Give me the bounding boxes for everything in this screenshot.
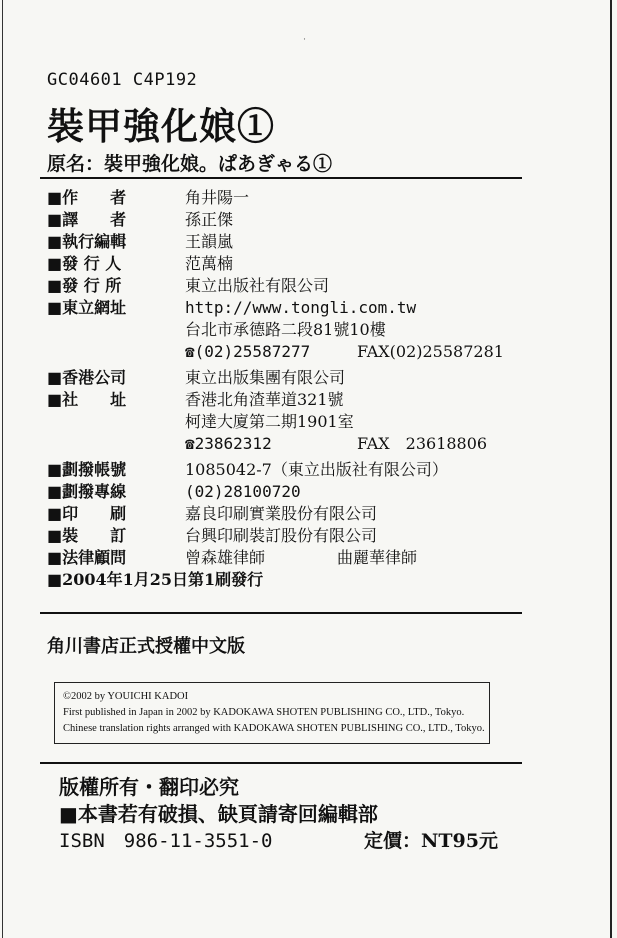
copyright-box [54,682,490,744]
rights-reserved: 版權所有・翻印必究 [59,775,239,799]
credit-label: ■作 者 [47,188,127,207]
credit-row-binding [47,525,517,547]
original-title: 原名：裝甲強化娘。ぱあぎゃる① [47,153,333,175]
credit-row-publisher [47,253,517,275]
credit-row-postal-line [47,481,517,503]
credit-row-translator [47,209,517,231]
credits-list [47,187,517,591]
paper-speck: ˙ [302,38,307,49]
product-code: GC04601 C4P192 [47,70,198,90]
address-text: 柯達大廈第二期1901室 [185,412,354,431]
price: 定價：NT95元 [364,830,498,852]
bottom-divider [40,762,522,764]
credit-row-hk-phone [47,433,517,455]
credit-label: ■東立網址 [47,298,127,317]
credit-value: 王韻嵐 [185,232,234,251]
publication-date: ■2004年1月25日第1刷發行 [47,570,264,589]
credit-value-2: 曲麗華律師 [337,548,418,567]
credit-label: ■劃撥帳號 [47,460,127,479]
credit-label: ■裝 訂 [47,526,127,545]
credit-row-website [47,297,517,319]
credit-label: ■執行編輯 [47,232,127,251]
book-title: 裝甲強化娘① [47,104,275,148]
credit-row-phone [47,341,517,363]
credit-label: ■發 行 所 [47,276,122,295]
credit-label: ■發 行 人 [47,254,122,273]
fax-number: FAX 23618806 [357,434,488,453]
credit-value: 范萬楠 [185,254,234,273]
credit-value: 1085042-7（東立出版社有限公司） [185,460,448,479]
phone-number: ☎(02)25587277 [185,342,311,361]
top-divider [40,177,522,179]
credit-row-hk-address [47,389,517,411]
credit-label: ■印 刷 [47,504,127,523]
middle-divider [40,612,522,614]
credit-label: ■法律顧問 [47,548,127,567]
credit-value: (02)28100720 [185,482,301,501]
page-right-edge [610,0,612,938]
copyright-line: ©2002 by YOUICHI KADOI [63,691,189,702]
isbn: ISBN 986-11-3551-0 [59,830,273,852]
credit-value: 東立出版社有限公司 [185,276,330,295]
fax-number: FAX(02)25587281 [357,342,504,361]
credit-value: 東立出版集團有限公司 [185,368,346,387]
copyright-line: Chinese translation rights arranged with KADOKAWA SHOTEN PUBLISHING CO., LTD., Tokyo. [63,723,485,734]
credit-row-legal [47,547,517,569]
website-url: http://www.tongli.com.tw [185,298,417,317]
copyright-line: First published in Japan in 2002 by KADOKAWA SHOTEN PUBLISHING CO., LTD., Tokyo. [63,707,465,718]
credit-value: 角井陽一 [185,188,250,207]
damage-notice: ■本書若有破損、缺頁請寄回編輯部 [59,802,378,826]
credit-row-hk-company [47,367,517,389]
credit-value: 香港北角渣華道321號 [185,390,344,409]
credit-row-address [47,319,517,341]
credit-label: ■劃撥專線 [47,482,127,501]
credit-row-hk-address-2 [47,411,517,433]
credit-label: ■譯 者 [47,210,127,229]
credit-label: ■香港公司 [47,368,127,387]
credit-row-editor [47,231,517,253]
credit-row-author [47,187,517,209]
credit-row-postal-account [47,459,517,481]
credit-value: 孫正傑 [185,210,234,229]
credit-row-publication-date [47,569,517,591]
credit-row-printing [47,503,517,525]
license-statement: 角川書店正式授權中文版 [47,636,245,657]
credit-row-publishing-house [47,275,517,297]
isbn-price-row [59,828,509,855]
credit-value: 台興印刷裝訂股份有限公司 [185,526,378,545]
phone-number: ☎23862312 [185,434,272,453]
page-left-edge [2,0,3,938]
address-text: 台北市承德路二段81號10樓 [185,320,386,339]
footer [59,774,509,855]
credit-label: ■社 址 [47,390,127,409]
credit-value: 曾森雄律師 [185,548,266,567]
credit-value: 嘉良印刷實業股份有限公司 [185,504,378,523]
